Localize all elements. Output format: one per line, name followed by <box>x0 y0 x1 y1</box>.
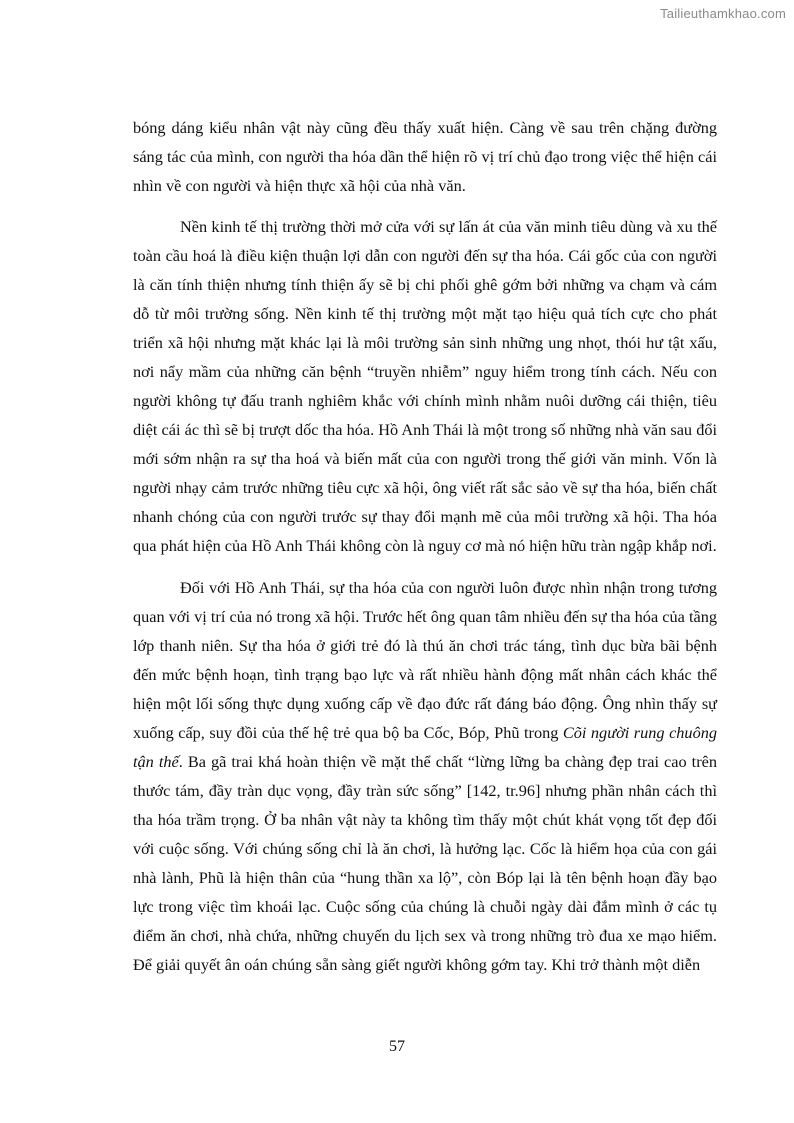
document-body <box>133 113 717 992</box>
paragraph-1 <box>133 113 717 200</box>
page-number: 57 <box>389 1038 405 1055</box>
paragraph-3-text-part-1: Đối với Hồ Anh Thái, sự tha hóa của con người luôn được nhìn nhận trong tương quan với vị trí của nó trong xã hội. Trước hết ông quan tâm nhiều đến sự tha hóa của tầng lớp thanh niên. Sự tha hóa ở giới trẻ đó là thú ăn chơi trác táng, tình dục bừa bãi bệnh đến mức bệnh hoạn, tình trạng bạo lực và rất nhiều hành động mất nhân cách khác thể hiện một lối sống thực dụng xuống cấp về đạo đức rất đáng báo động. Ông nhìn thấy sự xuống cấp, suy đồi của thế hệ trẻ qua bộ ba Cốc, Bóp, Phũ trong <box>133 578 717 742</box>
paragraph-3-text-part-2: . Ba gã trai khá hoàn thiện về mặt thể chất “lừng lững ba chàng đẹp trai cao trên thước tám, đầy tràn dục vọng, đầy tràn sức sống” [142, tr.96] nhưng phần nhân cách thì tha hóa trầm trọng. Ở ba nhân vật này ta không tìm thấy một chút khát vọng tốt đẹp đối với cuộc sống. Với chúng sống chỉ là ăn chơi, là hưởng lạc. Cốc là hiểm họa của con gái nhà lành, Phũ là hiện thân của “hung thần xa lộ”, còn Bóp lại là tên bệnh hoạn đầy bạo lực trong việc tìm khoái lạc. Cuộc sống của chúng là chuỗi ngày dài đắm mình ở các tụ điểm ăn chơi, nhà chứa, những chuyến du lịch sex và trong những trò đua xe mạo hiểm. Để giải quyết ân oán chúng sẵn sàng giết người không gớm tay. Khi trở thành một diễn <box>133 752 717 974</box>
paragraph-1-text: bóng dáng kiểu nhân vật này cũng đều thấy xuất hiện. Càng về sau trên chặng đường sáng tác của mình, con người tha hóa dần thể hiện rõ vị trí chủ đạo trong việc thể hiện cái nhìn về con người và hiện thực xã hội của nhà văn. <box>133 118 717 195</box>
book-title: Cõi người rung chuông tận thế <box>133 723 717 771</box>
paragraph-3 <box>133 573 717 979</box>
paragraph-2 <box>133 212 717 560</box>
paragraph-2-text: Nền kinh tế thị trường thời mở cửa với sự lấn át của văn minh tiêu dùng và xu thế toàn cầu hoá là điều kiện thuận lợi dẫn con người đến sự tha hóa. Cái gốc của con người là căn tính thiện nhưng tính thiện ấy sẽ bị chi phối ghê gớm bởi những va chạm và cám dỗ từ môi trường sống. Nền kinh tế thị trường một mặt tạo hiệu quả tích cực cho phát triển xã hội nhưng mặt khác lại là môi trường sản sinh những ung nhọt, thói hư tật xấu, nơi nẩy mầm của những căn bệnh “truyền nhiễm” nguy hiểm trong tính cách. Nếu con người không tự đấu tranh nghiêm khắc với chính mình nhằm nuôi dưỡng cái thiện, tiêu diệt cái ác thì sẽ bị trượt dốc tha hóa. Hồ Anh Thái là một trong số những nhà văn sau đổi mới sớm nhận ra sự tha hoá và biến mất của con người trong thế giới văn minh. Vốn là người nhạy cảm trước những tiêu cực xã hội, ông viết rất sắc sảo về sự tha hóa, biến chất nhanh chóng của con người trước sự thay đổi mạnh mẽ của môi trường xã hội. Tha hóa qua phát hiện của Hồ Anh Thái không còn là nguy cơ mà nó hiện hữu tràn ngập khắp nơi. <box>133 217 717 555</box>
watermark-text: Tailieuthamkhao.com <box>660 6 786 21</box>
